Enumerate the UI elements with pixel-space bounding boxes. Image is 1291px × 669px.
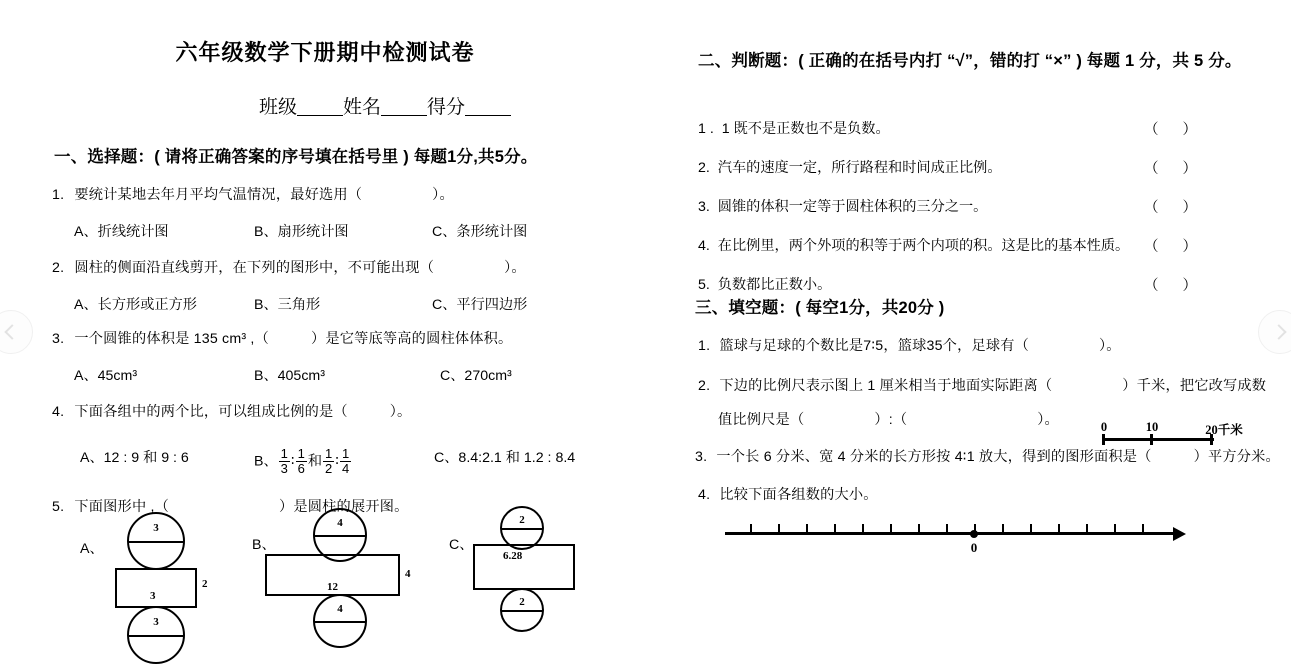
net-c-bottom-circle [500, 588, 544, 632]
net-a-rect-width-label: 3 [150, 590, 156, 602]
question-4-text-before: 下面各组中的两个比，可以组成比例的是（ [74, 404, 348, 420]
paren-close-2: ） [1182, 161, 1197, 177]
paren-close-3: ） [1182, 200, 1197, 216]
question-1-option-a[interactable]: A、折线统计图 [74, 224, 169, 240]
judge-4-answer-paren[interactable] [1144, 235, 1197, 256]
fill-4-number: 4. [698, 487, 711, 503]
name-label: 姓名 [342, 97, 381, 118]
net-a-top-circle-label: 3 [153, 521, 159, 534]
score-label: 得分 [427, 97, 466, 118]
question-2-text-after: ）。 [504, 260, 526, 276]
paren-open-1: （ [1144, 122, 1159, 138]
net-c-rectangle [473, 544, 575, 590]
judge-question-4 [698, 235, 1129, 255]
net-b-top-diameter [315, 535, 365, 537]
question-3-stem [52, 328, 512, 348]
fill-question-1 [698, 335, 1121, 355]
judge-3-answer-paren[interactable] [1144, 196, 1197, 217]
question-2-text-before: 圆柱的侧面沿直线剪开，在下列的图形中，不可能出现（ [74, 260, 435, 276]
scale-label-0: 0 [1100, 420, 1108, 434]
question-1-stem [52, 184, 454, 204]
scale-tick-0 [1102, 434, 1105, 445]
question-2-option-a[interactable]: A、长方形或正方形 [74, 297, 197, 313]
fill-question-4 [698, 484, 878, 504]
ratio-colon-1: ∶ [290, 453, 295, 470]
cylinder-net-b[interactable] [265, 508, 425, 663]
judge-2-number: 2. [698, 160, 710, 176]
cylinder-net-a[interactable] [110, 512, 230, 662]
question-3-number: 3. [52, 331, 65, 347]
judge-1-text: 1 既不是正数也不是负数。 [721, 121, 890, 137]
section-heading-choice: 一、选择题：( 请将正确答案的序号填在括号里 ) 每题1分,共5分。 [54, 148, 538, 166]
name-blank [381, 115, 427, 116]
net-a-bottom-diameter [129, 635, 183, 637]
chevron-left-icon [4, 324, 20, 340]
paren-close-5: ） [1182, 278, 1197, 294]
scale-label-10: 10 [1145, 420, 1159, 434]
fill-2-number: 2. [698, 378, 711, 394]
question-1-text-before: 要统计某地去年月平均气温情况，最好选用（ [74, 187, 363, 203]
fill-question-2-line2 [718, 409, 1059, 429]
fraction-one-quarter: $\frac{1}{4}$ [341, 446, 350, 476]
scale-bar-line [1102, 438, 1214, 441]
net-c-rect-width-label: 6.28 [503, 550, 523, 562]
number-line-zero-label: 0 [970, 540, 978, 555]
judge-3-text: 圆锥的体积一定等于圆柱体积的三分之一。 [717, 199, 988, 215]
question-3-text-before: 一个圆锥的体积是 135 cm³ ,（ [74, 331, 269, 347]
fill-question-2-line1 [698, 375, 1266, 395]
net-c-bottom-diameter [502, 610, 542, 612]
net-c-top-diameter [502, 528, 542, 530]
class-blank [297, 115, 343, 116]
cylinder-net-c[interactable] [470, 506, 600, 661]
score-blank [465, 115, 511, 116]
question-1-option-c[interactable]: C、条形统计图 [432, 224, 528, 240]
judge-5-text: 负数都比正数小。 [717, 277, 832, 293]
page-title: 六年级数学下册期中检测试卷 [175, 40, 475, 65]
question-5-option-b-label[interactable]: B、 [252, 537, 276, 553]
fill-2-line2-before: 值比例尺是（ [718, 412, 805, 428]
question-3-option-c[interactable]: C、270cm³ [440, 368, 512, 384]
judge-3-number: 3. [698, 199, 710, 215]
fraction-one-half: $\frac{1}{2}$ [325, 446, 333, 476]
section-heading-fill-blank: 三、填空题：( 每空1分，共20分 ) [695, 299, 945, 317]
fraction-one-third: $\frac{1}{3}$ [280, 446, 288, 476]
scale-label-20km: 20千米 [1205, 423, 1243, 437]
fill-2-line2-after: ）。 [1037, 412, 1059, 428]
question-4-option-b[interactable] [254, 447, 352, 475]
net-a-rectangle [115, 568, 197, 608]
net-b-bottom-circle [313, 594, 367, 648]
question-1-number: 1. [52, 187, 65, 203]
question-2-option-c[interactable]: C、平行四边形 [432, 297, 528, 313]
student-info-line [0, 92, 640, 119]
option-b-prefix: B、 [254, 453, 278, 470]
net-b-rect-height-label: 4 [405, 568, 411, 580]
fill-1-number: 1. [698, 338, 711, 354]
question-5-option-a-label[interactable]: A、 [80, 541, 104, 557]
paren-open-4: （ [1144, 239, 1159, 255]
judge-4-number: 4. [698, 238, 710, 254]
fill-3-number: 3. [695, 449, 708, 465]
question-4-text-after: ）。 [389, 404, 412, 420]
question-4-option-c[interactable]: C、8.4:2.1 和 1.2 : 8.4 [434, 450, 576, 466]
question-5-text-before: 下面图形中 ,（ [74, 499, 169, 515]
judge-4-text: 在比例里，两个外项的积等于两个内项的积。这是比的基本性质。 [717, 238, 1130, 254]
scale-tick-10 [1150, 434, 1153, 445]
net-a-bottom-circle-label: 3 [153, 615, 159, 628]
question-4-number: 4. [52, 404, 65, 420]
judge-1-number: 1 . [698, 121, 714, 137]
judge-5-answer-paren[interactable] [1144, 274, 1197, 295]
judge-5-number: 5. [698, 277, 710, 293]
question-4-option-a[interactable]: A、12 : 9 和 9 : 6 [80, 450, 189, 466]
paren-open-2: （ [1144, 161, 1159, 177]
judge-2-answer-paren[interactable] [1144, 157, 1197, 178]
right-column [650, 0, 1291, 669]
fraction-one-sixth: $\frac{1}{6}$ [297, 446, 305, 476]
number-line-zero-point [970, 530, 978, 538]
question-2-number: 2. [52, 260, 65, 276]
question-5-text-after: ）是圆柱的展开图。 [279, 499, 409, 515]
fill-3-text-before: 一个长 6 分米、宽 4 分米的长方形按 4∶1 放大，得到的图形面积是（ [716, 449, 1152, 465]
number-line-axis [725, 532, 1175, 535]
question-1-option-b[interactable]: B、扇形统计图 [254, 224, 349, 240]
fill-2-line2-mid: ）:（ [874, 412, 908, 428]
section-heading-judgement: 二、判断题：( 正确的在括号内打 “√”，错的打 “×” ) 每题 1 分，共 5 分。 [698, 52, 1242, 70]
fill-3-text-after: ）平方分米。 [1193, 449, 1280, 465]
question-3-text-after: ）是它等底等高的圆柱体体积。 [310, 331, 513, 347]
paren-close-4: ） [1182, 239, 1197, 255]
judge-1-answer-paren[interactable] [1144, 118, 1197, 139]
fill-1-text-after: ）。 [1099, 338, 1121, 354]
question-3-option-b[interactable]: B、405cm³ [254, 368, 325, 384]
question-1-text-after: ）。 [432, 187, 454, 203]
question-3-option-a[interactable]: A、45cm³ [74, 368, 138, 384]
net-b-bottom-circle-label: 4 [337, 603, 343, 615]
paren-open-5: （ [1144, 278, 1159, 294]
net-b-rect-width-label: 12 [327, 581, 338, 593]
number-line-diagram [725, 516, 1195, 562]
question-5-number: 5. [52, 499, 65, 515]
class-label: 班级 [258, 97, 297, 118]
net-b-bottom-diameter [315, 621, 365, 623]
judge-question-2 [698, 157, 1002, 177]
net-a-rect-height-label: 2 [202, 578, 208, 590]
judge-2-text: 汽车的速度一定，所行路程和时间成正比例。 [717, 160, 1002, 176]
map-scale-bar [1102, 420, 1262, 456]
ratio-colon-2: ∶ [335, 453, 339, 470]
net-a-top-diameter [129, 541, 183, 543]
paren-open-3: （ [1144, 200, 1159, 216]
question-2-option-b[interactable]: B、三角形 [254, 297, 321, 313]
conjunction-and: 和 [307, 453, 323, 470]
fill-1-text-before: 篮球与足球的个数比是7∶5，篮球35个，足球有（ [719, 338, 1030, 354]
net-c-bottom-circle-label: 2 [519, 595, 525, 608]
fill-2-text-before: 下边的比例尺表示图上 1 厘米相当于地面实际距离（ [719, 378, 1053, 394]
fill-2-text-after: ）千米，把它改写成数 [1122, 378, 1267, 394]
judge-question-3 [698, 196, 987, 216]
question-4-stem [52, 401, 411, 421]
judge-question-5 [698, 274, 831, 294]
number-line-arrow-icon [1173, 527, 1186, 541]
net-c-top-circle-label: 2 [519, 513, 525, 526]
fill-4-text: 比较下面各组数的大小。 [719, 487, 878, 503]
judge-question-1 [698, 118, 890, 138]
chevron-right-icon [1271, 324, 1287, 340]
question-2-stem [52, 257, 526, 277]
paren-close-1: ） [1182, 122, 1197, 138]
net-a-top-circle [127, 512, 185, 570]
net-a-bottom-circle [127, 606, 185, 664]
net-b-top-circle-label: 4 [337, 517, 343, 529]
question-5-option-c-label[interactable]: C、 [449, 537, 474, 553]
